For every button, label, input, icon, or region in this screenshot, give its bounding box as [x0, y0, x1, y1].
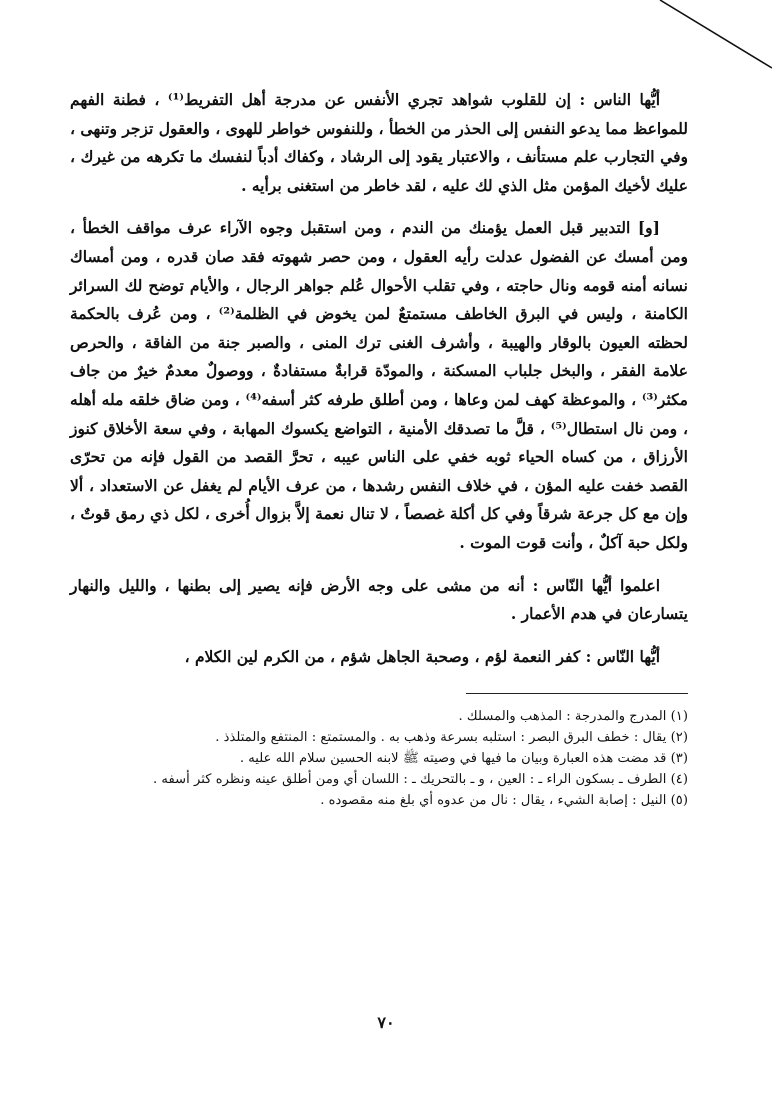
page-body [70, 86, 688, 1114]
footnote-3: (٣) قد مضت هذه العبارة وبيان ما فيها في وصيته ﷺ لابنه الحسين سلام الله عليه . [239, 751, 688, 767]
page-number: ٧٠ [377, 1013, 395, 1032]
paragraph-2: [و] التدبير قبل العمل يؤمنك من الندم ، ومن استقبل وجوه الآراء عرف مواقف الخطأ ، ومن أمسك عن الفضول عدلت رأيه العقول ، ومن حصر شهوته فقد صان قدره ، ومن أمساك نسانه أمنه قومه ونال حاجته ، وفي تقلب الأحوال عُلم جواهر الرجال ، والأيام توضح لك السرائر الكامنة ، وليس في البرق الخاطف مستمتعٌ لمن يخوض في الظلمة⁽²⁾ ، ومن عُرف بالحكمة لحظته العيون بالوقار والهيبة ، وأشرف الغنى ترك المنى ، والصبر جنة من الفاقة ، والحرص علامة الفقر ، والبخل جلباب المسكنة ، والمودّة قرابةٌ مستفادةٌ ، ووصولٌ معدمٌ خيرٌ من جاف مكثر⁽³⁾ ، والموعظة كهف لمن وعاها ، ومن أطلق طرفه كثر أسفه⁽⁴⁾ ، ومن ضاق خلقه مله أهله ، ومن نال استطال⁽⁵⁾ ، قلَّ ما تصدقك الأمنية ، التواضع يكسوك المهابة ، وفي سعة الأخلاق كنوز الأرزاق ، من كساه الحياء ثوبه خفي على الناس عيبه ، تحرَّ القصد من القول فإنه من تحرّى القصد خفت عليه المؤن ، في خلاف النفس رشدها ، من عرف الأيام لم يغفل عن الاستعداد ، ألا وإن مع كل جرعة شرقاً وفي كل أكلة غصصاً ، لا تنال نعمة إلاَّ بزوال أُخرى ، لكل ذي رمق قوتٌ ، ولكل حبة آكلٌ ، وأنت قوت الموت . [70, 218, 688, 552]
footnote-2: (٢) يقال : خطف البرق البصر : استلبه بسرعة وذهب به . والمستمتع : المنتفع والمتلذذ . [215, 730, 688, 746]
corner-fold-line [622, 0, 772, 100]
footnote-5: (٥) النيل : إصابة الشيء ، يقال : نال من عدوه أي بلغ منه مقصوده . [320, 793, 688, 809]
paragraph-4: أيُّها النّاس : كفر النعمة لؤم ، وصحبة الجاهل شؤم ، من الكرم لين الكلام ، [184, 646, 660, 666]
footnote-1: (١) المدرج والمدرجة : المذهب والمسلك . [458, 709, 688, 725]
paragraph-3: اعلموا أيُّها النّاس : أنه من مشى على وجه الأرض فإنه يصير إلى بطنها ، والليل والنهار يتسارعان في هدم الأعمار . [70, 575, 688, 624]
footnote-separator [466, 693, 688, 694]
footnotes [70, 706, 688, 811]
footnote-4: (٤) الطرف ـ بسكون الراء ـ : العين ، و ـ بالتحريك ـ : اللسان أي ومن أطلق عينه ونظره كثر أسفه . [152, 772, 688, 788]
paragraph-1: أيُّها الناس : إن للقلوب شواهد تجري الأنفس عن مدرجة أهل التفريط⁽¹⁾ ، فطنة الفهم للمواعظ مما يدعو النفس إلى الحذر من الخطأ ، وللنفوس خواطر للهوى ، والعقول تزجر وتنهى ، وفي التجارب علم مستأنف ، والاعتبار يقود إلى الرشاد ، وكفاك أدباً لنفسك ما تكرهه من غيرك ، عليك لأخيك المؤمن مثل الذي لك عليه ، لقد خاطر من استغنى برأيه . [70, 90, 688, 195]
